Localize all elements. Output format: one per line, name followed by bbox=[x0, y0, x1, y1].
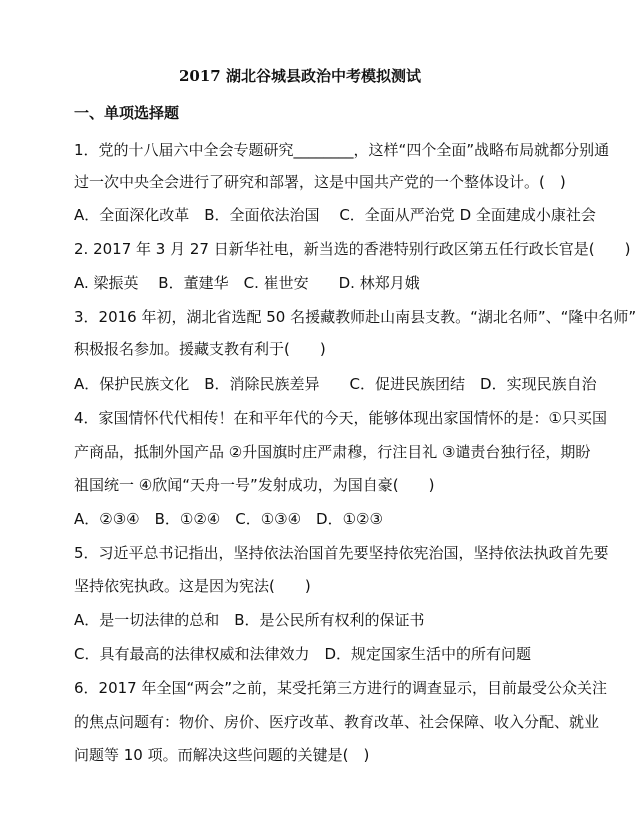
question-5-options-ab: A．是一切法律的总和 B．是公民所有权利的保证书 bbox=[74, 611, 425, 629]
question-4-options: A．②③④ B．①②④ C．①③④ D．①②③ bbox=[74, 510, 383, 528]
question-1-stem-line-2: 过一次中央全会进行了研究和部署，这是中国共产党的一个整体设计。( ) bbox=[74, 173, 566, 191]
question-4-stem-line-1: 4．家国情怀代代相传！在和平年代的今天，能够体现出家国情怀的是：①只买国 bbox=[74, 409, 607, 427]
question-2-stem: 2. 2017 年 3 月 27 日新华社电，新当选的香港特别行政区第五任行政长官是( ) bbox=[74, 240, 631, 258]
question-5-stem-line-2: 坚持依宪执政。这是因为宪法( ) bbox=[74, 577, 311, 595]
question-4-stem-line-3: 祖国统一 ④欣闻“天舟一号”发射成功，为国自豪( ) bbox=[74, 476, 435, 494]
section-heading: 一、单项选择题 bbox=[74, 104, 180, 122]
question-2-options: A. 梁振英 B．董建华 C. 崔世安 D. 林郑月娥 bbox=[74, 274, 420, 292]
question-6-stem-line-1: 6．2017 年全国“两会”之前，某受托第三方进行的调查显示，目前最受公众关注 bbox=[74, 679, 608, 697]
question-1-stem-line-1: 1．党的十八届六中全会专题研究________，这样“四个全面”战略布局就都分别通 bbox=[74, 141, 610, 159]
question-1-options: A．全面深化改革 B．全面依法治国 C．全面从严治党 D 全面建成小康社会 bbox=[74, 206, 596, 224]
document-title: 2017 湖北谷城县政治中考模拟测试 bbox=[179, 67, 421, 85]
question-4-stem-line-2: 产商品，抵制外国产品 ②升国旗时庄严肃穆，行注目礼 ③谴责台独行径，期盼 bbox=[74, 443, 591, 461]
question-6-stem-line-2: 的焦点问题有：物价、房价、医疗改革、教育改革、社会保障、收入分配、就业 bbox=[74, 713, 600, 731]
question-3-stem-line-1: 3．2016 年初，湖北省选配 50 名援藏教师赴山南县支教。“湖北名师”、“隆中名师” bbox=[74, 308, 636, 326]
question-3-options: A．保护民族文化 B．消除民族差异 C．促进民族团结 D．实现民族自治 bbox=[74, 375, 597, 393]
question-6-stem-line-3: 问题等 10 项。而解决这些问题的关键是( ) bbox=[74, 746, 370, 764]
question-3-stem-line-2: 积极报名参加。援藏支教有利于( ) bbox=[74, 340, 326, 358]
question-5-stem-line-1: 5．习近平总书记指出，坚持依法治国首先要坚持依宪治国，坚持依法执政首先要 bbox=[74, 544, 609, 562]
question-5-options-cd: C．具有最高的法律权威和法律效力 D．规定国家生活中的所有问题 bbox=[74, 645, 532, 663]
